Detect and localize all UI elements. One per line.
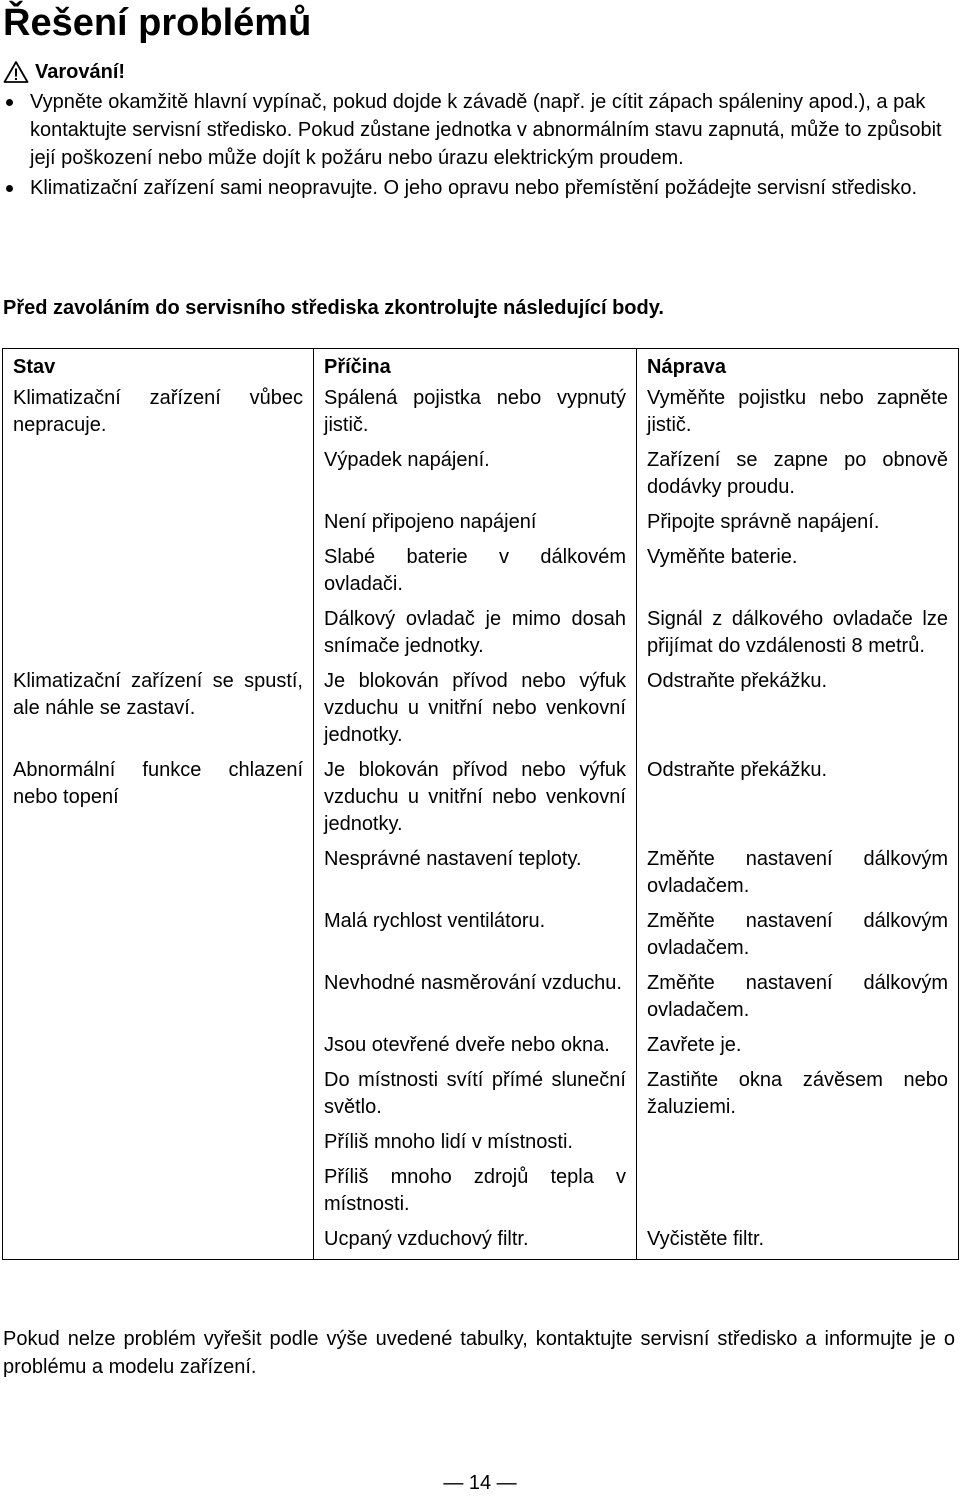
table-row xyxy=(3,666,959,755)
cell-remedy: Vyčistěte filtr. xyxy=(637,1224,959,1260)
list-item: Klimatizační zařízení sami neopravujte. O jeho opravu nebo přemístění požádejte servisní středisko. xyxy=(0,174,955,202)
cell-remedy: Připojte správně napájení. xyxy=(637,507,959,542)
cell-cause: Ucpaný vzduchový filtr. xyxy=(314,1224,637,1260)
table-row xyxy=(3,604,959,666)
cell-state xyxy=(3,906,314,968)
warning-heading xyxy=(3,58,125,86)
cell-state xyxy=(3,844,314,906)
cell-state: Klimatizační zařízení se spustí, ale náhle se zastaví. xyxy=(3,666,314,755)
table-row xyxy=(3,507,959,542)
warning-triangle-icon xyxy=(3,60,29,84)
cell-remedy: Zavřete je. xyxy=(637,1030,959,1065)
table-row xyxy=(3,1162,959,1224)
cell-remedy xyxy=(637,1162,959,1224)
table-row xyxy=(3,968,959,1030)
table-row xyxy=(3,445,959,507)
cell-cause: Do místnosti svítí přímé sluneční světlo. xyxy=(314,1065,637,1127)
intro-text: Před zavoláním do servisního střediska zkontrolujte následující body. xyxy=(3,297,664,319)
warning-label: Varování! xyxy=(35,61,126,83)
table-row xyxy=(3,383,959,445)
cell-cause: Není připojeno napájení xyxy=(314,507,637,542)
table-row xyxy=(3,1224,959,1260)
table-row xyxy=(3,755,959,844)
cell-remedy: Signál z dálkového ovladače lze přijímat do vzdálenosti 8 metrů. xyxy=(637,604,959,666)
page-number: — 14 — xyxy=(443,1472,517,1494)
cell-state xyxy=(3,445,314,507)
header-pricina: Příčina xyxy=(314,349,637,384)
cell-state xyxy=(3,1030,314,1065)
cell-state xyxy=(3,542,314,604)
cell-state: Abnormální funkce chlazení nebo topení xyxy=(3,755,314,844)
cell-cause: Nevhodné nasměrování vzduchu. xyxy=(314,968,637,1030)
cell-cause: Nesprávné nastavení teploty. xyxy=(314,844,637,906)
cell-cause: Je blokován přívod nebo výfuk vzduchu u vnitřní nebo venkovní jednotky. xyxy=(314,666,637,755)
footer-note: Pokud nelze problém vyřešit podle výše uvedené tabulky, kontaktujte servisní středisko a informujte je o problému a modelu zařízení. xyxy=(3,1328,955,1378)
table-row xyxy=(3,1127,959,1162)
warning-list xyxy=(0,88,955,202)
table-row xyxy=(3,542,959,604)
header-naprava: Náprava xyxy=(637,349,959,384)
cell-cause: Jsou otevřené dveře nebo okna. xyxy=(314,1030,637,1065)
cell-remedy: Odstraňte překážku. xyxy=(637,755,959,844)
cell-cause: Slabé baterie v dálkovém ovladači. xyxy=(314,542,637,604)
cell-remedy: Změňte nastavení dálkovým ovladačem. xyxy=(637,968,959,1030)
table-row xyxy=(3,1065,959,1127)
cell-cause: Příliš mnoho zdrojů tepla v místnosti. xyxy=(314,1162,637,1224)
cell-cause: Malá rychlost ventilátoru. xyxy=(314,906,637,968)
cell-cause: Příliš mnoho lidí v místnosti. xyxy=(314,1127,637,1162)
list-item: Vypněte okamžitě hlavní vypínač, pokud dojde k závadě (např. je cítit zápach spáleniny apod.), a pak kontaktujte servisní středisko. Pokud zůstane jednotka v abnormálním stavu zapnutá, může to způsobit její poškození nebo může dojít k požáru nebo úrazu elektrickým proudem. xyxy=(0,88,955,172)
table-header-row xyxy=(3,349,959,384)
cell-remedy: Změňte nastavení dálkovým ovladačem. xyxy=(637,844,959,906)
cell-state xyxy=(3,604,314,666)
cell-cause: Spálená pojistka nebo vypnutý jistič. xyxy=(314,383,637,445)
troubleshooting-table xyxy=(2,348,959,1260)
table-row xyxy=(3,906,959,968)
cell-cause: Výpadek napájení. xyxy=(314,445,637,507)
cell-remedy: Vyměňte baterie. xyxy=(637,542,959,604)
cell-cause: Dálkový ovladač je mimo dosah snímače jednotky. xyxy=(314,604,637,666)
cell-remedy xyxy=(637,1127,959,1162)
table-row xyxy=(3,1030,959,1065)
cell-state xyxy=(3,1127,314,1162)
cell-state xyxy=(3,1224,314,1260)
cell-state xyxy=(3,1162,314,1224)
cell-state xyxy=(3,507,314,542)
cell-remedy: Zařízení se zapne po obnově dodávky proudu. xyxy=(637,445,959,507)
table-row xyxy=(3,844,959,906)
cell-remedy: Zastiňte okna závěsem nebo žaluziemi. xyxy=(637,1065,959,1127)
cell-state xyxy=(3,1065,314,1127)
cell-remedy: Vyměňte pojistku nebo zapněte jistič. xyxy=(637,383,959,445)
cell-state xyxy=(3,968,314,1030)
cell-cause: Je blokován přívod nebo výfuk vzduchu u vnitřní nebo venkovní jednotky. xyxy=(314,755,637,844)
page-title: Řešení problémů xyxy=(3,2,312,44)
header-stav: Stav xyxy=(3,349,314,384)
cell-remedy: Odstraňte překážku. xyxy=(637,666,959,755)
cell-state: Klimatizační zařízení vůbec nepracuje. xyxy=(3,383,314,445)
cell-remedy: Změňte nastavení dálkovým ovladačem. xyxy=(637,906,959,968)
